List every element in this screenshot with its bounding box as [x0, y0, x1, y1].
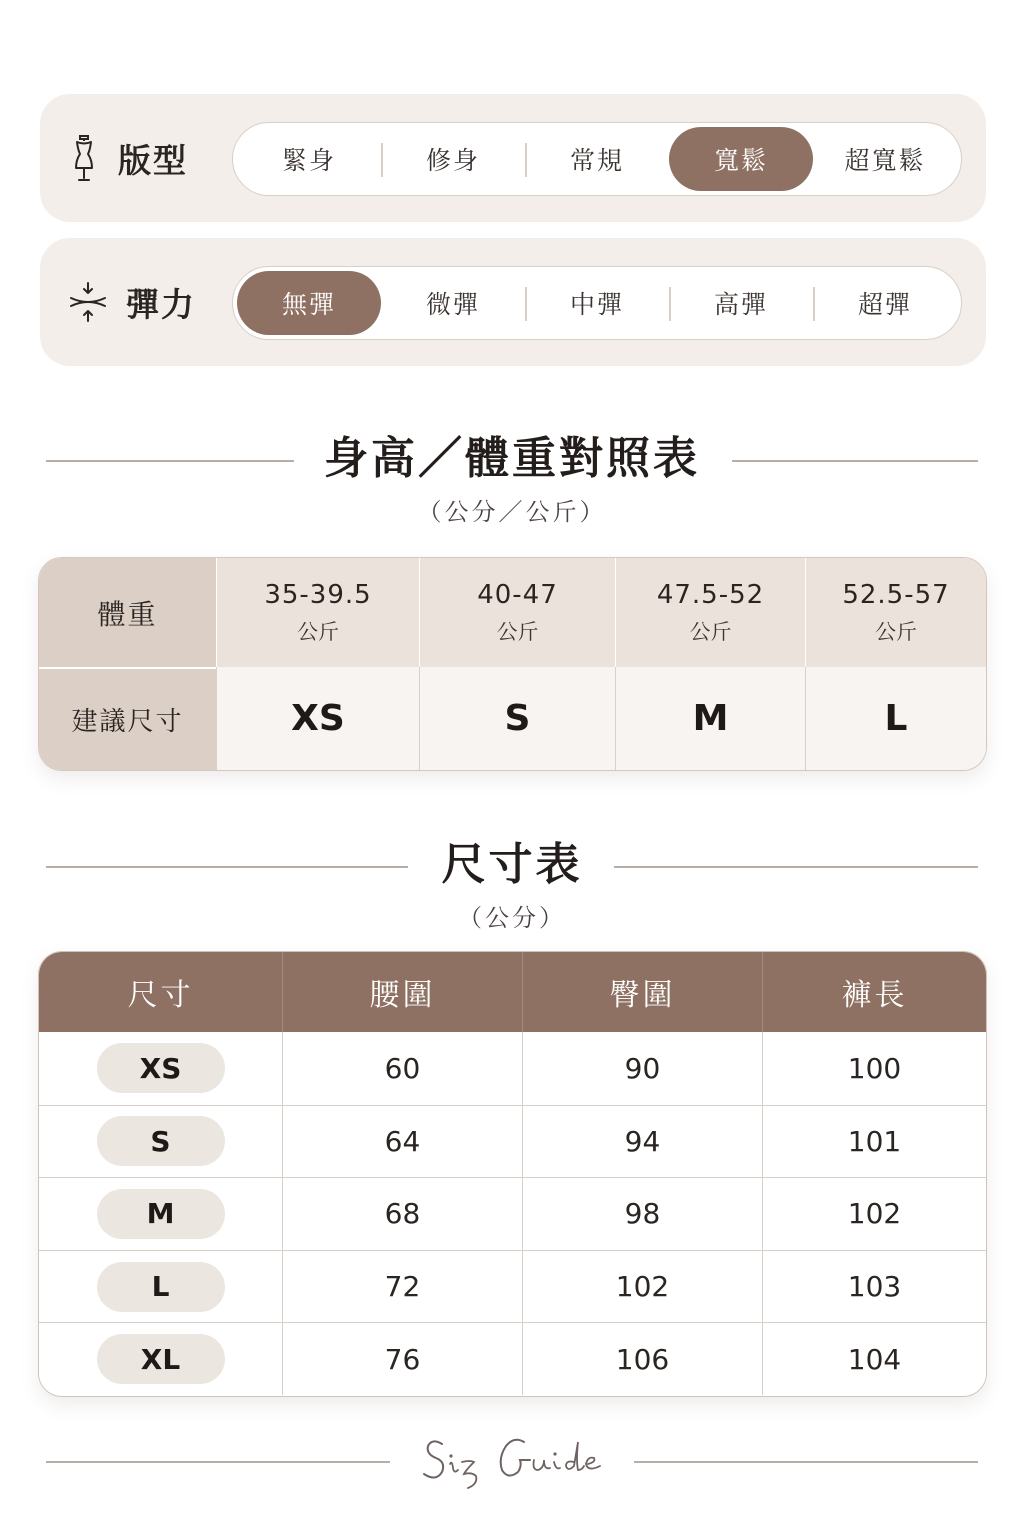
weight-unit: 公斤 [496, 619, 539, 644]
length-cell: 101 [762, 1106, 986, 1178]
table-body [39, 1032, 986, 1395]
header-size: 尺寸 [127, 978, 194, 1013]
fit-option-slim[interactable]: 修身 [381, 127, 525, 191]
weight-range: 52.5-57 [842, 579, 950, 610]
fit-label-group [68, 94, 188, 222]
size-cell [39, 1178, 282, 1250]
hip-cell: 102 [522, 1251, 762, 1323]
weight-unit: 公斤 [297, 619, 339, 644]
waist-cell: 76 [282, 1323, 522, 1395]
fit-option-loose[interactable]: 寬鬆 [669, 127, 813, 191]
size-measurement-table [38, 951, 987, 1397]
length-cell: 104 [762, 1323, 986, 1395]
length-cell: 102 [762, 1178, 986, 1250]
size-section-subtitle: （公分） [458, 904, 566, 932]
suggested-size-cell: M [615, 667, 805, 770]
header-hip: 臀圍 [522, 952, 762, 1032]
size-cell [39, 1032, 282, 1105]
stretch-arrows-icon [68, 280, 108, 324]
size-badge: M [97, 1189, 225, 1239]
header-length: 褲長 [762, 952, 986, 1032]
size-cell [39, 1251, 282, 1323]
stretch-label-group [68, 238, 196, 366]
suggested-size-cell: XS [216, 667, 419, 770]
length-cell: 100 [762, 1032, 986, 1105]
weight-range-cell [419, 558, 615, 667]
footer-divider-line [46, 1461, 390, 1463]
weight-section-subtitle: （公分／公斤） [417, 498, 607, 526]
hip-cell: 90 [522, 1032, 762, 1105]
size-cell [39, 1106, 282, 1178]
weight-range-cell [216, 558, 419, 667]
stretch-option-super[interactable]: 超彈 [813, 271, 957, 335]
size-section-title: 尺寸表 [441, 839, 583, 890]
size-section-heading [0, 828, 1024, 933]
hip-cell: 106 [522, 1323, 762, 1395]
table-row [39, 1322, 986, 1395]
stretch-option-none[interactable]: 無彈 [237, 271, 381, 335]
stretch-option-medium[interactable]: 中彈 [525, 271, 669, 335]
weight-size-table [38, 557, 987, 771]
size-badge: S [97, 1116, 225, 1166]
weight-row-label: 體重 [39, 558, 216, 667]
stretch-label: 彈力 [126, 284, 196, 324]
table-row [39, 1250, 986, 1323]
fit-option-regular[interactable]: 常規 [525, 127, 669, 191]
fit-label: 版型 [118, 140, 188, 180]
waist-cell: 68 [282, 1178, 522, 1250]
stretch-panel [40, 238, 986, 366]
weight-unit: 公斤 [689, 619, 732, 644]
weight-range-cell [615, 558, 805, 667]
table-row [39, 1177, 986, 1250]
waist-cell: 64 [282, 1106, 522, 1178]
suggested-size-cell: L [805, 667, 986, 770]
size-badge: L [97, 1262, 225, 1312]
hip-cell: 98 [522, 1178, 762, 1250]
table-header [39, 952, 986, 1032]
footer-divider-line [634, 1461, 978, 1463]
weight-range: 47.5-52 [656, 579, 765, 610]
hip-cell: 94 [522, 1106, 762, 1178]
fit-selector [232, 122, 962, 196]
size-badge: XS [97, 1043, 225, 1093]
size-badge: XL [97, 1334, 225, 1384]
fit-panel [40, 94, 986, 222]
length-cell: 103 [762, 1251, 986, 1323]
waist-cell: 60 [282, 1032, 522, 1105]
fit-option-tight[interactable]: 緊身 [281, 146, 336, 175]
weight-section-title: 身高／體重對照表 [324, 433, 700, 484]
stretch-option-high[interactable]: 高彈 [669, 271, 813, 335]
signature-logo [420, 1430, 610, 1492]
stretch-option-slight[interactable]: 微彈 [425, 290, 480, 319]
fit-option-oversized[interactable]: 超寬鬆 [844, 146, 926, 175]
dress-form-icon [68, 132, 100, 184]
weight-unit: 公斤 [875, 619, 917, 644]
stretch-selector [232, 266, 962, 340]
weight-section-heading [0, 422, 1024, 527]
weight-range: 40-47 [477, 579, 558, 610]
suggested-size-cell: S [419, 667, 615, 770]
size-cell [39, 1323, 282, 1395]
header-waist: 腰圍 [282, 952, 522, 1032]
table-row [39, 1105, 986, 1178]
table-row [39, 1032, 986, 1105]
weight-range-cell [805, 558, 986, 667]
waist-cell: 72 [282, 1251, 522, 1323]
weight-range: 35-39.5 [264, 579, 372, 610]
suggested-size-row-label: 建議尺寸 [39, 667, 216, 770]
